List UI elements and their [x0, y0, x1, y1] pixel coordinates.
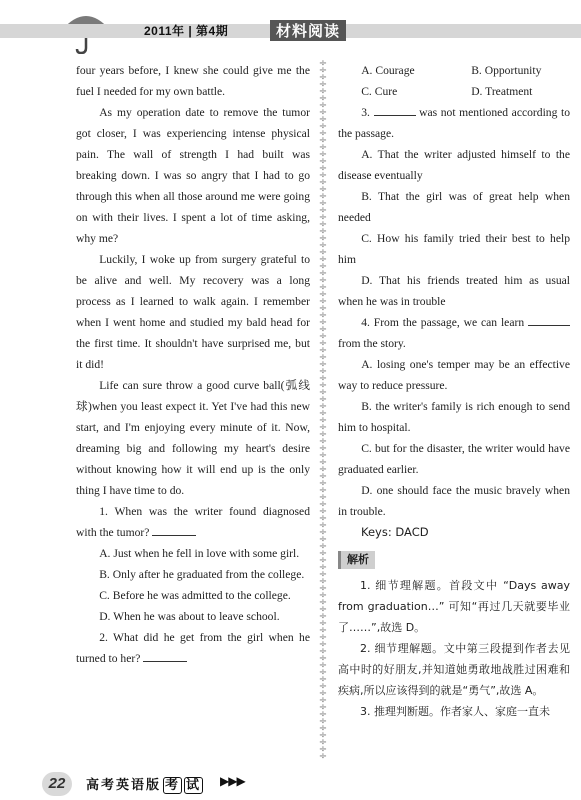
q1-option-c: C. Before he was admitted to the college.: [99, 589, 291, 602]
question-4-tail: from the story.: [338, 337, 406, 350]
magazine-title-text: 高考英语版: [86, 778, 162, 793]
q2-option-d: D. Treatment: [471, 85, 533, 98]
q3-option-c: C. How his family tried their best to help him: [338, 232, 570, 266]
question-4-text: 4. From the passage, we can learn: [361, 316, 525, 329]
magazine-title-box-1: 考: [165, 778, 181, 793]
q2-option-a: A. Courage: [361, 64, 415, 77]
answer-blank: [528, 315, 570, 326]
question-1-text: 1. When was the writer found diagnosed with the tumor?: [76, 505, 310, 539]
q2-option-c: C. Cure: [361, 85, 398, 98]
q4-option-d: D. one should face the music bravely when in trouble.: [338, 484, 570, 518]
q3-option-d: D. That his friends treated him as usual when he was in trouble: [338, 274, 570, 308]
q2-option-b: B. Opportunity: [471, 64, 542, 77]
answer-blank: [374, 105, 416, 116]
answer-blank: [143, 651, 187, 662]
q1-option-d: D. When he was about to leave school.: [99, 610, 280, 623]
magazine-title-box-2: 试: [186, 778, 202, 793]
q3-option-b: B. That the girl was of great help when needed: [338, 190, 570, 224]
q4-option-b: B. the writer's family is rich enough to send him to hospital.: [338, 400, 570, 434]
magazine-title: [86, 774, 203, 793]
q3-option-a: A. That the writer adjusted himself to the disease eventually: [338, 148, 570, 182]
paragraph-1: four years before, I knew she could give me the fuel I needed for my own battle.: [76, 64, 310, 98]
left-column: [76, 60, 310, 669]
page-number: 22: [42, 772, 72, 796]
issue-label: 2011年 | 第4期: [144, 24, 229, 38]
arrows-icon: ▶▶▶: [220, 774, 245, 788]
right-column: [338, 60, 570, 722]
q4-option-a: A. losing one's temper may be an effective way to reduce pressure.: [338, 358, 570, 392]
explanation-2: 2. 细节理解题。文中第三段提到作者去见高中时的好朋友,并知道她勇敢地战胜过困难和疾病,所以应该得到的就是“勇气”,故选 A。: [338, 642, 570, 697]
column-title: 材料阅读: [270, 20, 346, 41]
paragraph-4: Life can sure throw a good curve ball(弧线球)when you least expect it. Yet I've had this new start, and I'm enjoying every minute of it. Now, dreaming big and following my heart's desire without knowing how it will end up is the only thing I have time to do.: [76, 379, 310, 497]
page-header: [0, 0, 581, 58]
question-2-text: 2. What did he get from the girl when he turned to her?: [76, 631, 310, 665]
q2-options-row-2: [338, 81, 570, 102]
question-3: [338, 102, 570, 144]
question-4: [338, 312, 570, 354]
page-footer: [0, 770, 581, 800]
q2-options-row-1: [338, 60, 570, 81]
explanation-1: 1. 细节理解题。首段文中 “Days away from graduation…” 可知“再过几天就要毕业了……”,故选 D。: [338, 579, 570, 634]
q4-option-c: C. but for the disaster, the writer would have graduated earlier.: [338, 442, 570, 476]
column-divider: ÷ ÷ ÷ ÷ ÷ ÷ ÷ ÷ ÷ ÷ ÷ ÷ ÷ ÷ ÷ ÷ ÷ ÷ ÷ ÷ ÷ ÷ ÷ ÷ ÷ ÷ ÷ ÷ ÷ ÷ ÷ ÷ ÷ ÷ ÷ ÷ ÷ ÷ ÷ ÷ ÷ ÷ ÷ ÷ ÷ ÷ ÷ ÷ ÷ ÷ ÷ ÷ ÷ ÷ ÷ ÷ ÷ ÷ ÷ ÷ ÷ ÷ ÷ ÷ ÷ ÷ ÷ ÷ ÷ ÷ ÷ ÷ ÷ ÷ ÷ ÷ ÷ ÷ ÷ ÷ ÷ ÷ ÷ ÷ ÷ ÷ ÷ ÷ ÷ ÷ ÷ ÷ ÷ ÷ ÷ ÷ ÷ ÷ ÷ ÷: [318, 60, 328, 760]
answer-blank: [152, 525, 196, 536]
question-3-number: 3.: [361, 106, 370, 119]
q1-option-b: B. Only after he graduated from the college.: [99, 568, 305, 581]
paragraph-3: Luckily, I woke up from surgery grateful to be alive and well. My recovery was a long process as I learned to walk again. I remember when I went home and studied my bald head for the first time. It shouldn't have surprised me, but it did!: [76, 253, 310, 371]
question-2: [76, 627, 310, 669]
explanation-3: 3. 推理判断题。作者家人、家庭一直未: [360, 705, 550, 718]
question-1: [76, 501, 310, 543]
paragraph-2: As my operation date to remove the tumor got closer, I was experiencing intense physical pain. The wall of strength I had built was breaking down. I was so angry that I had to go through this when all those around me were going on with their lives. I spent a lot of time asking, why me?: [76, 106, 310, 245]
explanation-heading: 解析: [338, 551, 375, 569]
question-3-text: was not mentioned according to the passage.: [338, 106, 571, 140]
answer-keys: Keys: DACD: [361, 525, 429, 539]
q1-option-a: A. Just when he fell in love with some girl.: [99, 547, 300, 560]
